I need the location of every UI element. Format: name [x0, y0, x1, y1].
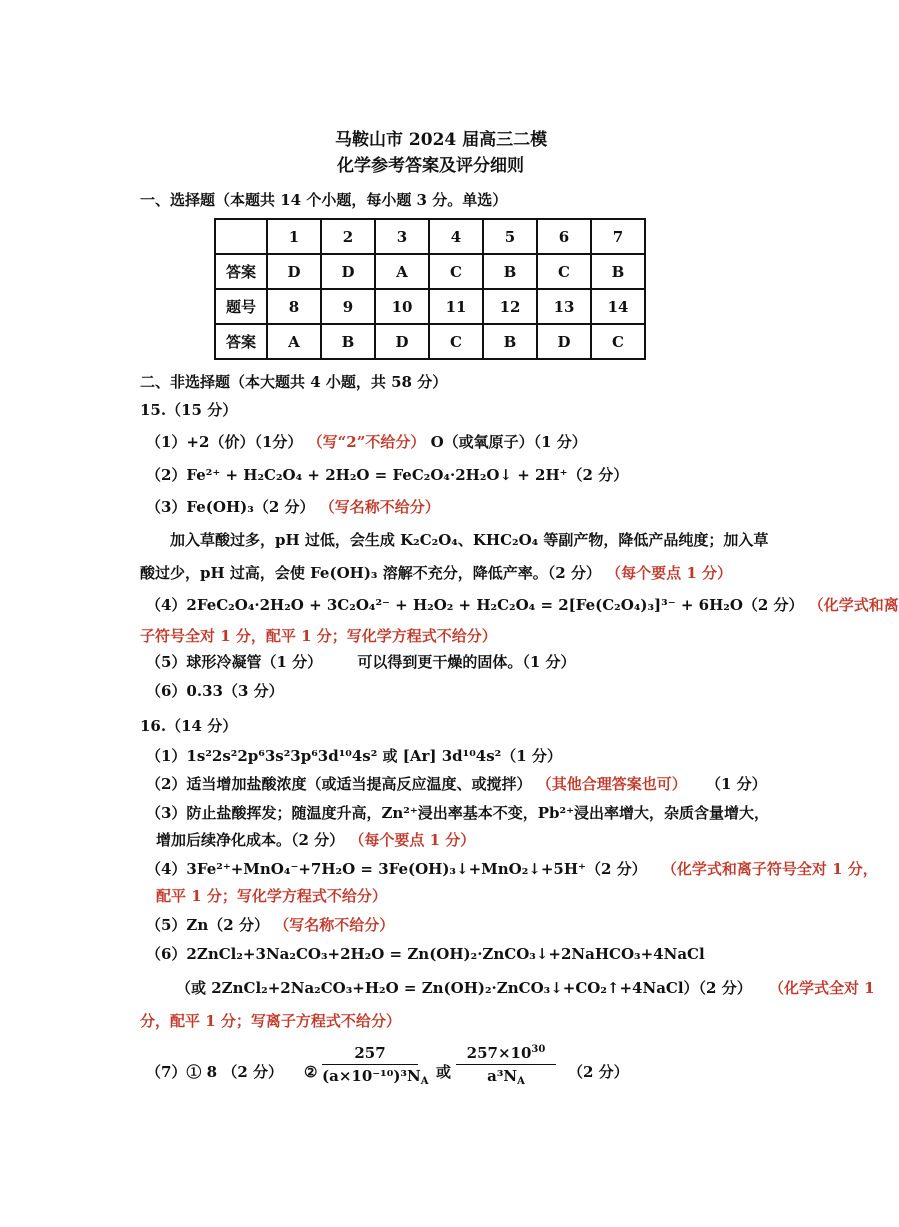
q16-line4-note-cont: 配平 1 分；写化学方程式不给分）	[156, 887, 387, 905]
fraction-2-numerator	[456, 1044, 556, 1065]
table-cell: D	[267, 254, 321, 289]
fraction-2-den-text: a³N	[487, 1067, 518, 1085]
q15-line3-note: （写名称不给分）	[319, 498, 440, 516]
q15-line6: （6）0.33（3 分）	[146, 682, 284, 700]
q16-line6-alt-answer: （或 2ZnCl₂+2Na₂CO₃+H₂O = Zn(OH)₂·ZnCO₃↓+CO₂↑+4NaCl）（2 分）	[176, 979, 752, 997]
table-cell: 12	[483, 289, 537, 324]
q15-line1-note: （写“2”不给分）	[307, 433, 426, 451]
table-cell: C	[429, 324, 483, 359]
table-cell: 2	[321, 219, 375, 254]
table-cell: C	[429, 254, 483, 289]
fraction-2	[456, 1044, 556, 1087]
q16-line1: （1）1s²2s²2p⁶3s²3p⁶3d¹⁰4s² 或 [Ar] 3d¹⁰4s²（1 分）	[146, 747, 562, 765]
q15-para-line2	[140, 563, 732, 583]
fraction-2-num-sup: 30	[531, 1044, 546, 1055]
q15-line1-answer: （1）+2（价）（1分）	[146, 433, 303, 451]
q16-line4-note: （化学式和离子符号全对 1 分，	[661, 860, 878, 878]
table-row	[215, 289, 645, 324]
q16-line2-answer: （2）适当增加盐酸浓度（或适当提高反应温度、或搅拌）	[146, 775, 532, 793]
q16-line3-cont	[156, 830, 475, 850]
q16-line7-score: （2 分）	[568, 1063, 629, 1081]
table-cell: 7	[591, 219, 645, 254]
fraction-1	[322, 1044, 429, 1087]
table-cell: 11	[429, 289, 483, 324]
q16-line3-text: 增加后续净化成本。（2 分）	[156, 831, 345, 849]
page-title: 马鞍山市 2024 届高三二模	[335, 130, 548, 150]
q16-line3-note: （每个要点 1 分）	[349, 831, 476, 849]
section1-heading: 一、选择题（本题共 14 个小题，每小题 3 分。单选）	[140, 191, 508, 209]
table-cell: 10	[375, 289, 429, 324]
q16-line4-answer: （4）3Fe²⁺+MnO₄⁻+7H₂O = 3Fe(OH)₃↓+MnO₂↓+5H⁺（2 分）	[146, 860, 647, 878]
q15-para-note: （每个要点 1 分）	[606, 564, 732, 582]
q16-line7-circle2: ②	[304, 1063, 318, 1081]
table-cell: 答案	[215, 324, 267, 359]
q15-para-text: 酸过少，pH 过高，会使 Fe(OH)₃ 溶解不充分，降低产率。（2 分）	[140, 564, 601, 582]
q15-line3-answer: （3）Fe(OH)₃（2 分）	[146, 498, 315, 516]
q15-line4-answer: （4）2FeC₂O₄·2H₂O + 3C₂O₄²⁻ + H₂O₂ + H₂C₂O₄ = 2[Fe(C₂O₄)₃]³⁻ + 6H₂O（2 分）	[146, 596, 804, 614]
q16-line7-or: 或	[436, 1063, 452, 1081]
q16-line6-note-cont: 分，配平 1 分；写离子方程式不给分）	[140, 1012, 401, 1030]
table-cell: 13	[537, 289, 591, 324]
fraction-1-numerator: 257	[322, 1044, 418, 1065]
table-cell: 14	[591, 289, 645, 324]
table-row	[215, 219, 645, 254]
table-cell: 5	[483, 219, 537, 254]
q15-line3	[146, 497, 440, 517]
answer-table	[214, 218, 646, 360]
table-cell: 1	[267, 219, 321, 254]
fraction-1-denominator	[322, 1065, 429, 1087]
q16-line5	[146, 915, 394, 935]
table-cell: 题号	[215, 289, 267, 324]
table-cell: B	[321, 324, 375, 359]
q16-line2-note: （其他合理答案也可）	[536, 775, 687, 793]
table-cell: C	[537, 254, 591, 289]
q16-line7-part1: （7）① 8 （2 分）	[146, 1063, 283, 1081]
q15-title: 15.（15 分）	[140, 401, 238, 419]
table-cell: B	[483, 254, 537, 289]
q15-line4	[146, 595, 899, 615]
q16-line4	[146, 859, 878, 879]
table-row	[215, 324, 645, 359]
table-cell: B	[483, 324, 537, 359]
q15-line2: （2）Fe²⁺ + H₂C₂O₄ + 2H₂O = FeC₂O₄·2H₂O↓ + 2H⁺（2 分）	[146, 466, 629, 484]
table-cell	[215, 219, 267, 254]
table-cell: 4	[429, 219, 483, 254]
q16-title: 16.（14 分）	[140, 717, 238, 735]
q16-line2	[146, 774, 767, 794]
table-cell: 8	[267, 289, 321, 324]
q16-line6-alt	[176, 978, 875, 998]
table-row	[215, 254, 645, 289]
table-cell: 6	[537, 219, 591, 254]
table-cell: 9	[321, 289, 375, 324]
table-cell: D	[321, 254, 375, 289]
q15-line4-note: （化学式和离	[808, 596, 899, 614]
page-subtitle: 化学参考答案及评分细则	[337, 156, 524, 176]
fraction-2-num-text: 257×10	[466, 1044, 532, 1062]
table-cell: D	[537, 324, 591, 359]
q15-line1	[146, 432, 587, 452]
table-cell: 答案	[215, 254, 267, 289]
table-cell: 3	[375, 219, 429, 254]
q16-line6: （6）2ZnCl₂+3Na₂CO₃+2H₂O = Zn(OH)₂·ZnCO₃↓+2NaHCO₃+4NaCl	[146, 945, 705, 963]
table-cell: A	[267, 324, 321, 359]
q15-line5-answer: （5）球形冷凝管（1 分）	[146, 653, 323, 671]
q16-line5-note: （写名称不给分）	[274, 916, 395, 934]
q15-line1-answer2: O（或氧原子）（1 分）	[430, 433, 587, 451]
fraction-2-den-sub: A	[517, 1076, 525, 1087]
fraction-1-den-text: (a×10⁻¹⁰)³N	[322, 1067, 421, 1085]
q16-line5-answer: （5）Zn（2 分）	[146, 916, 269, 934]
table-cell: B	[591, 254, 645, 289]
q15-line4-note-cont: 子符号全对 1 分，配平 1 分；写化学方程式不给分）	[140, 627, 497, 645]
q15-line5	[146, 652, 576, 672]
fraction-1-den-sub: A	[420, 1076, 429, 1087]
fraction-2-denominator	[456, 1065, 556, 1087]
section2-heading: 二、非选择题（本大题共 4 小题，共 58 分）	[140, 373, 448, 391]
q16-line6-note: （化学式全对 1	[768, 979, 875, 997]
q16-line3: （3）防止盐酸挥发；随温度升高，Zn²⁺浸出率基本不变，Pb²⁺浸出率增大，杂质含量增大，	[146, 804, 770, 822]
q15-para-line1: 加入草酸过多，pH 过低，会生成 K₂C₂O₄、KHC₂O₄ 等副产物，降低产品纯度；加入草	[170, 531, 769, 549]
table-cell: D	[375, 324, 429, 359]
q16-line2-score: （1 分）	[705, 775, 767, 793]
q15-line5-answer2: 可以得到更干燥的固体。（1 分）	[357, 653, 576, 671]
table-cell: C	[591, 324, 645, 359]
table-cell: A	[375, 254, 429, 289]
